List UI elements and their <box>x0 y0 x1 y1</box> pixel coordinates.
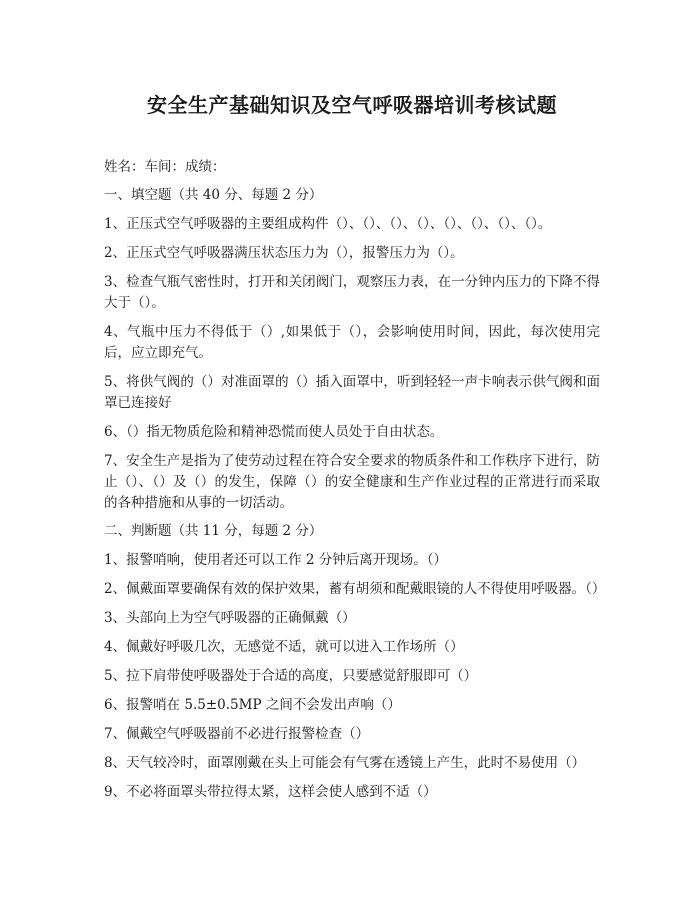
student-info-line: 姓名：车间：成绩： <box>104 159 226 175</box>
true-false-question-1: 1、报警哨响，使用者还可以工作 2 分钟后离开现场。（） <box>104 552 448 568</box>
true-false-question-8: 8、天气较冷时，面罩刚戴在头上可能会有气雾在透镜上产生，此时不易使用（） <box>104 755 586 771</box>
fill-blank-question-4: 4、气瓶中压力不得低于（）,如果低于（），会影响使用时间，因此，每次使用完后，应立即充气。 <box>104 324 600 361</box>
true-false-question-6: 6、报警哨在 5.5±0.5MP 之间不会发出声响（） <box>104 697 401 713</box>
fill-blank-question-3: 3、检查气瓶气密性时，打开和关闭阀门，观察压力表，在一分钟内压力的下降不得大于（）。 <box>104 274 600 311</box>
true-false-question-3: 3、头部向上为空气呼吸器的正确佩戴（） <box>104 610 356 626</box>
section-1-heading: 一、填空题（共 40 分、每题 2 分） <box>104 187 323 203</box>
true-false-question-4: 4、佩戴好呼吸几次，无感觉不适，就可以进入工作场所（） <box>104 639 464 655</box>
true-false-question-7: 7、佩戴空气呼吸器前不必进行报警检查（） <box>104 726 370 742</box>
fill-blank-question-7: 7、安全生产是指为了使劳动过程在符合安全要求的物质条件和工作秩序下进行，防止（）、（）及（）的发生，保障（）的安全健康和生产作业过程的正常进行而采取的各种措施和从事的一切活动。 <box>104 453 600 511</box>
true-false-question-2: 2、佩戴面罩要确保有效的保护效果，蓄有胡须和配戴眼镜的人不得使用呼吸器。（） <box>104 581 606 597</box>
true-false-question-5: 5、拉下肩带使呼吸器处于合适的高度，只要感觉舒服即可（） <box>104 668 478 684</box>
document-title: 安全生产基础知识及空气呼吸器培训考核试题 <box>147 93 557 117</box>
section-2-heading: 二、判断题（共 11 分，每题 2 分） <box>104 523 323 539</box>
fill-blank-question-2: 2、正压式空气呼吸器满压状态压力为（），报警压力为（）。 <box>104 245 464 261</box>
true-false-question-9: 9、不必将面罩头带拉得太紧，这样会使人感到不适（） <box>104 784 437 800</box>
fill-blank-question-6: 6、（）指无物质危险和精神恐慌而使人员处于自由状态。 <box>104 424 444 440</box>
fill-blank-question-5: 5、将供气阀的（）对准面罩的（）插入面罩中，听到轻轻一声卡响表示供气阀和面罩已连接好 <box>104 374 600 411</box>
fill-blank-question-1: 1、正压式空气呼吸器的主要组成构件（）、（）、（）、（）、（）、（）、（）、（）。 <box>104 216 552 232</box>
